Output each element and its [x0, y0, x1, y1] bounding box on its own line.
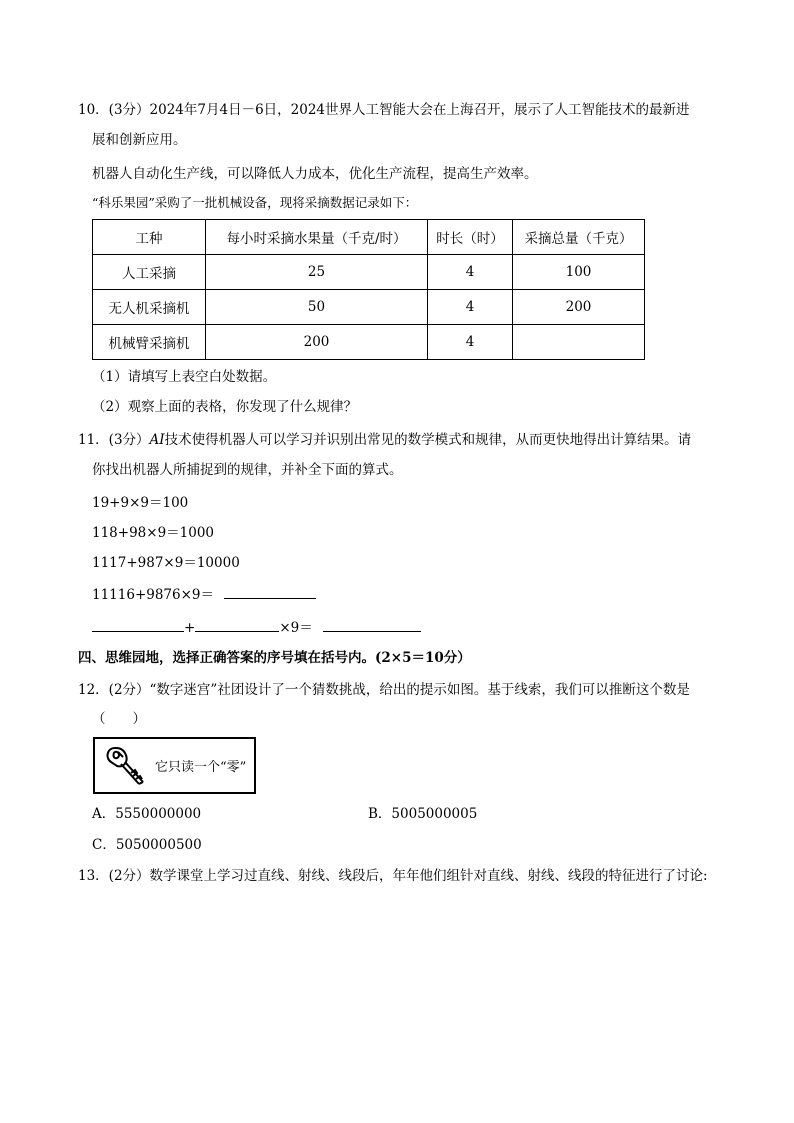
option-b[interactable]: B．5005000005 [368, 806, 478, 822]
hint-text: 它只读一个“零” [155, 760, 247, 775]
q11-stem-line1 [78, 430, 691, 450]
table-header: 采摘总量（千克） [513, 220, 645, 255]
equation-4 [92, 584, 316, 605]
equation-4-text: 11116+9876×9＝ [92, 587, 215, 603]
section-title: 四、思维园地，选择正确答案的序号填在括号内。(2×5＝10分） [78, 650, 471, 666]
table-header: 每小时采摘水果量（千克/时） [206, 220, 428, 255]
answer-blank[interactable] [195, 617, 279, 632]
table-cell-blank[interactable] [513, 325, 645, 360]
answer-blank[interactable] [224, 584, 316, 599]
q11-stem-line2: 你找出机器人所捕捉到的规律，并补全下面的算式。 [92, 462, 403, 478]
answer-blank[interactable] [323, 617, 421, 632]
q10-stem-line2: 展和创新应用。 [92, 132, 187, 148]
table-cell: 无人机采摘机 [93, 290, 206, 325]
hint-image [93, 737, 256, 794]
table-cell: 机械臂采摘机 [93, 325, 206, 360]
table-header: 工种 [93, 220, 206, 255]
q10-sub2: （2）观察上面的表格，你发现了什么规律？ [92, 399, 358, 415]
table-cell: 25 [206, 255, 428, 290]
plus-sign: + [184, 620, 196, 636]
q10-stem-line1: 10．(3分）2024年7月4日－6日，2024世界人工智能大会在上海召开，展示了人工智能技术的最新进 [78, 102, 690, 118]
option-c[interactable]: C．5050000500 [92, 837, 202, 853]
q11-stem-text: 技术使得机器人可以学习并识别出常见的数学模式和规律，从而更快地得出计算结果。请 [164, 432, 692, 448]
table-row [93, 255, 645, 290]
table-cell: 4 [428, 325, 513, 360]
q10-stem-line3: 机器人自动化生产线，可以降低人力成本，优化生产流程，提高生产效率。 [92, 166, 538, 182]
equation-1: 19+9×9＝100 [92, 495, 189, 511]
answer-blank[interactable] [92, 617, 184, 632]
harvest-table [92, 219, 645, 360]
table-header: 时长（时） [428, 220, 513, 255]
table-cell: 50 [206, 290, 428, 325]
ai-term: AI [149, 432, 165, 448]
answer-parentheses[interactable]: （ ） [92, 711, 146, 727]
q10-stem-line4: “科乐果园”采购了一批机械设备，现将采摘数据记录如下： [92, 195, 418, 210]
q12-stem-line1: 12．(2分）“数字迷宫”社团设计了一个猜数挑战，给出的提示如图。基于线索，我们可以推断这个数是 [78, 682, 690, 698]
q13-stem-line1: 13．(2分）数学课堂上学习过直线、射线、线段后，年年他们组针对直线、射线、线段的特征进行了讨论: [78, 868, 708, 884]
key-icon [101, 740, 153, 792]
equation-5 [92, 617, 421, 638]
table-cell: 200 [206, 325, 428, 360]
table-header-row [93, 220, 645, 255]
table-cell: 4 [428, 255, 513, 290]
option-a[interactable]: A．5550000000 [92, 806, 202, 822]
times-nine-equals: ×9＝ [279, 620, 313, 636]
table-row [93, 325, 645, 360]
table-cell: 4 [428, 290, 513, 325]
table-row [93, 290, 645, 325]
q10-sub1: （1）请填写上表空白处数据。 [92, 369, 277, 385]
table-cell: 100 [513, 255, 645, 290]
equation-3: 1117+987×9＝10000 [92, 555, 240, 571]
table-cell: 人工采摘 [93, 255, 206, 290]
q11-number: 11．(3分） [78, 432, 150, 448]
table-cell: 200 [513, 290, 645, 325]
equation-2: 118+98×9＝1000 [92, 525, 215, 541]
